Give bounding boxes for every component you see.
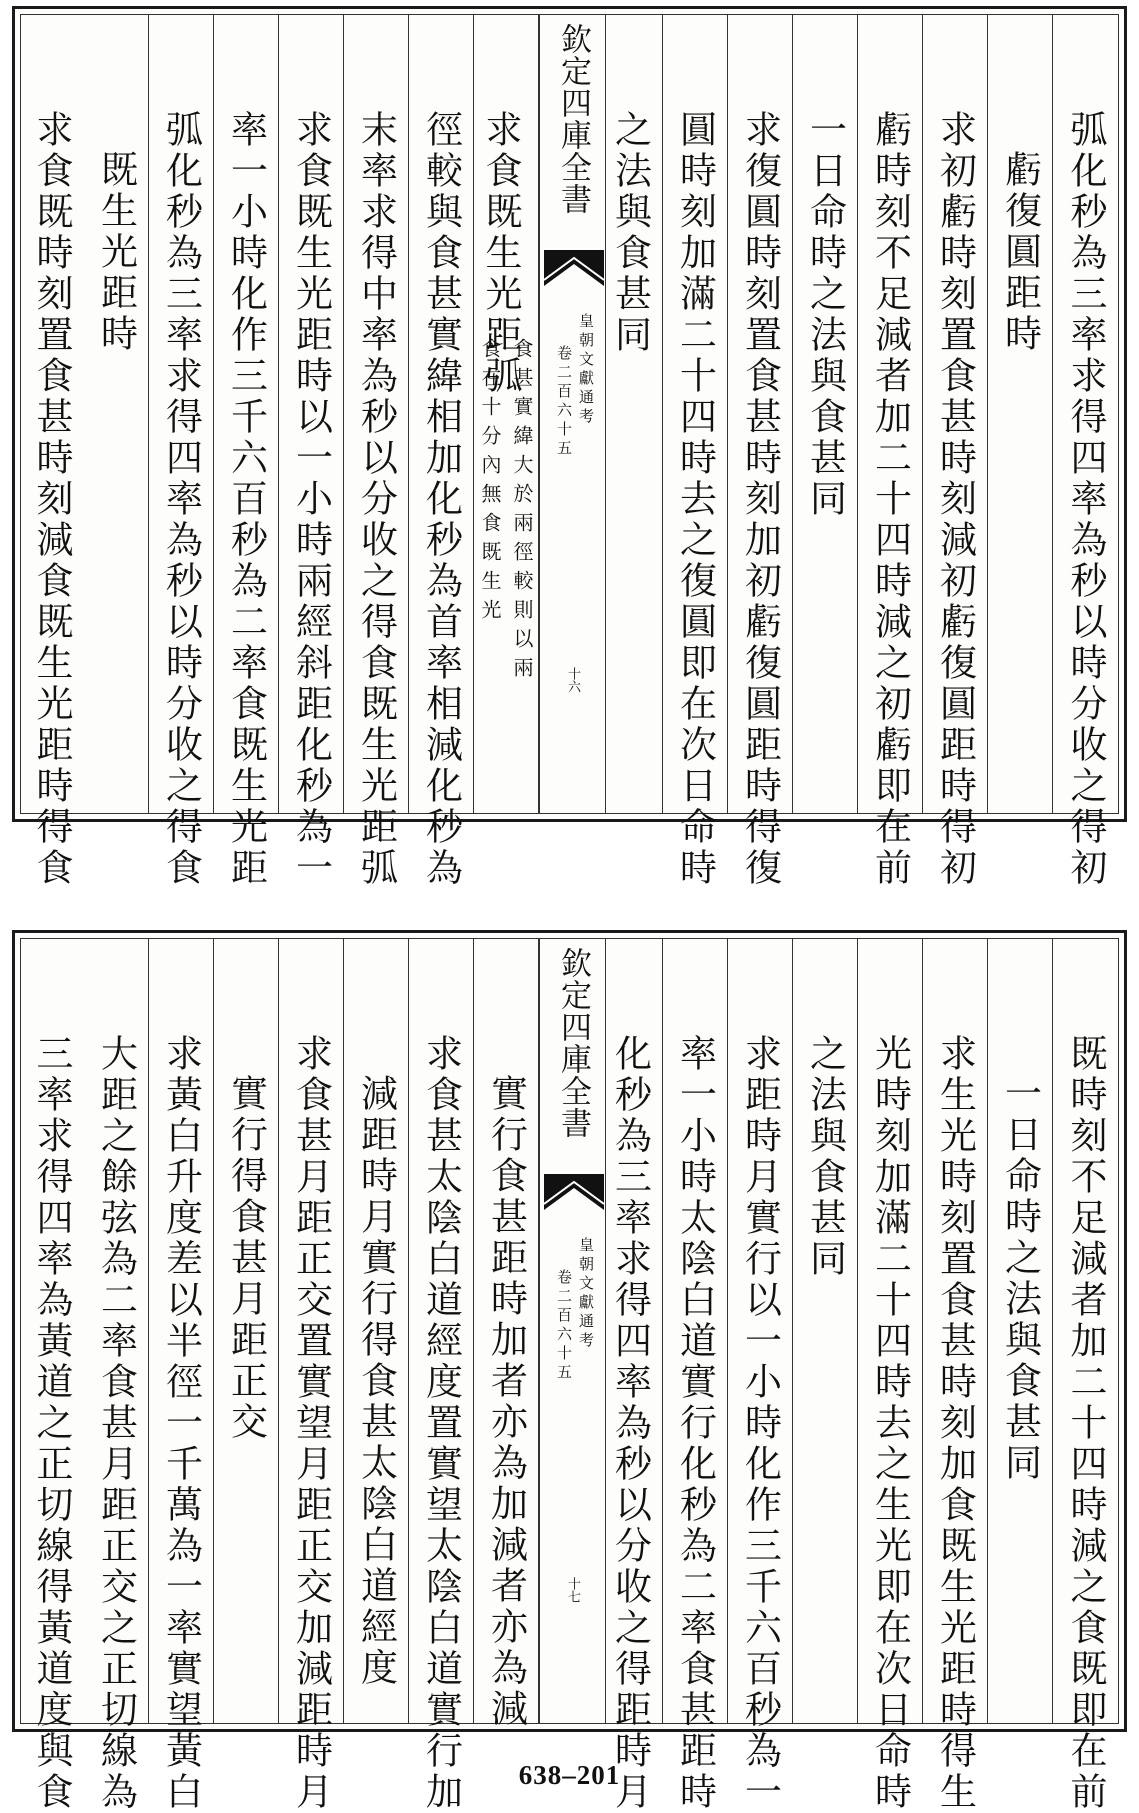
text-column bbox=[344, 15, 409, 889]
series-title: 皇朝文獻通考 bbox=[577, 313, 595, 427]
juan-number: 卷二百六十五 bbox=[555, 345, 573, 459]
fishtail-mark bbox=[544, 1174, 604, 1210]
text-column bbox=[923, 939, 988, 1813]
text-column bbox=[663, 15, 728, 889]
column-text: 求生光時刻置食甚時刻加食既生光距時得生 bbox=[933, 1034, 977, 1813]
folio-number: 十七 bbox=[565, 1577, 580, 1603]
text-column bbox=[598, 15, 663, 813]
column-text: 實行食甚距時加者亦為加減者亦為減 bbox=[484, 1074, 528, 1730]
column-text: 之法與食甚同 bbox=[803, 1034, 847, 1280]
column-text: 一日命時之法與食甚同 bbox=[998, 1074, 1042, 1484]
text-column bbox=[279, 939, 344, 1813]
fishtail-mark bbox=[544, 250, 604, 286]
text-column bbox=[663, 939, 728, 1813]
text-column bbox=[344, 939, 409, 1723]
column-text: 實行得食甚月距正交 bbox=[224, 1074, 268, 1443]
text-column bbox=[214, 939, 279, 1723]
annotated-column bbox=[474, 15, 539, 813]
text-column bbox=[84, 939, 149, 1813]
text-column bbox=[149, 15, 214, 889]
text-column bbox=[793, 939, 858, 1723]
column-text: 末率求得中率為秒以分收之得食既生光距弧 bbox=[354, 110, 398, 889]
text-column bbox=[19, 15, 84, 889]
column-text: 求食既生光距時以一小時兩經斜距化秒為一 bbox=[289, 110, 333, 889]
column-text: 率一小時化作三千六百秒為二率食既生光距 bbox=[224, 110, 268, 889]
column-text: 之法與食甚同 bbox=[608, 110, 652, 356]
column-text: 求復圓時刻置食甚時刻加初虧復圓距時得復 bbox=[738, 110, 782, 889]
column-text: 求食既時刻置食甚時刻減食既生光距時得食 bbox=[30, 110, 73, 889]
text-column bbox=[84, 15, 149, 813]
column-text: 化秒為三率求得四率為秒以分收之得距時月 bbox=[608, 1034, 652, 1813]
column-text: 既時刻不足減者加二十四時減之食既即在前 bbox=[1064, 1034, 1107, 1813]
column-text: 求黃白升度差以半徑一千萬為一率實望黃白 bbox=[159, 1034, 203, 1813]
book-title: 欽定四庫全書 bbox=[555, 23, 591, 215]
series-title: 皇朝文獻通考 bbox=[577, 1237, 595, 1351]
column-text: 虧時刻不足減者加二十四時減之初虧即在前 bbox=[868, 110, 912, 889]
top-page bbox=[12, 6, 1127, 889]
column-text: 率一小時太陰白道實行化秒為二率食甚距時 bbox=[673, 1034, 717, 1813]
text-column bbox=[279, 15, 344, 889]
text-column bbox=[923, 15, 988, 889]
column-text: 三率求得四率為黃道之正切線得黃道度與食 bbox=[30, 1034, 73, 1813]
text-column bbox=[1053, 15, 1118, 889]
page-number: 638–201 bbox=[518, 1760, 621, 1790]
column-text: 虧復圓距時 bbox=[998, 150, 1042, 355]
center-fold bbox=[539, 15, 606, 813]
column-text: 一日命時之法與食甚同 bbox=[803, 110, 847, 520]
column-text: 求食甚太陰白道經度置實望太陰白道實行加 bbox=[419, 1034, 463, 1813]
text-column bbox=[214, 15, 279, 889]
bottom-right-half bbox=[600, 939, 1118, 1813]
annotation-text: 食甚實緯大於兩徑較則以兩 bbox=[510, 338, 534, 686]
text-column bbox=[988, 15, 1053, 813]
text-column bbox=[149, 939, 214, 1813]
column-text: 弧化秒為三率求得四率為秒以時分收之得食 bbox=[159, 110, 203, 889]
text-column bbox=[858, 939, 923, 1813]
column-text: 弧化秒為三率求得四率為秒以時分收之得初 bbox=[1064, 110, 1107, 889]
bottom-left-half bbox=[21, 939, 539, 1813]
column-text: 求距時月實行以一小時化作三千六百秒為一 bbox=[738, 1034, 782, 1813]
folio-number: 十六 bbox=[565, 667, 580, 693]
text-column bbox=[474, 939, 539, 1730]
text-column bbox=[988, 939, 1053, 1723]
text-column bbox=[858, 15, 923, 889]
text-column bbox=[409, 939, 474, 1813]
column-text: 徑較與食甚實緯相加化秒為首率相減化秒為 bbox=[419, 110, 463, 889]
column-text: 求初虧時刻置食甚時刻減初虧復圓距時得初 bbox=[933, 110, 977, 889]
column-text: 大距之餘弦為二率食甚月距正交之正切線為 bbox=[94, 1034, 138, 1813]
text-column bbox=[598, 939, 663, 1813]
top-left-half bbox=[21, 15, 539, 889]
column-text: 減距時月實行得食甚太陰白道經度 bbox=[354, 1074, 398, 1689]
juan-number: 卷二百六十五 bbox=[555, 1269, 573, 1383]
top-right-half bbox=[600, 15, 1118, 889]
text-column bbox=[1053, 939, 1118, 1813]
column-text: 求食甚月距正交置實望月距正交加減距時月 bbox=[289, 1034, 333, 1813]
text-column bbox=[19, 939, 84, 1813]
text-column bbox=[409, 15, 474, 889]
text-column bbox=[728, 15, 793, 889]
text-column bbox=[793, 15, 858, 813]
book-title: 欽定四庫全書 bbox=[555, 947, 591, 1139]
annotation-text: 食在十分內無食既生光 bbox=[478, 338, 502, 628]
center-fold bbox=[539, 939, 606, 1723]
column-text: 求食既生光距弧 bbox=[479, 110, 522, 397]
text-column bbox=[728, 939, 793, 1813]
column-text: 既生光距時 bbox=[94, 150, 138, 355]
column-text: 光時刻加滿二十四時去之生光即在次日命時 bbox=[868, 1034, 912, 1813]
column-text: 圓時刻加滿二十四時去之復圓即在次日命時 bbox=[673, 110, 717, 889]
